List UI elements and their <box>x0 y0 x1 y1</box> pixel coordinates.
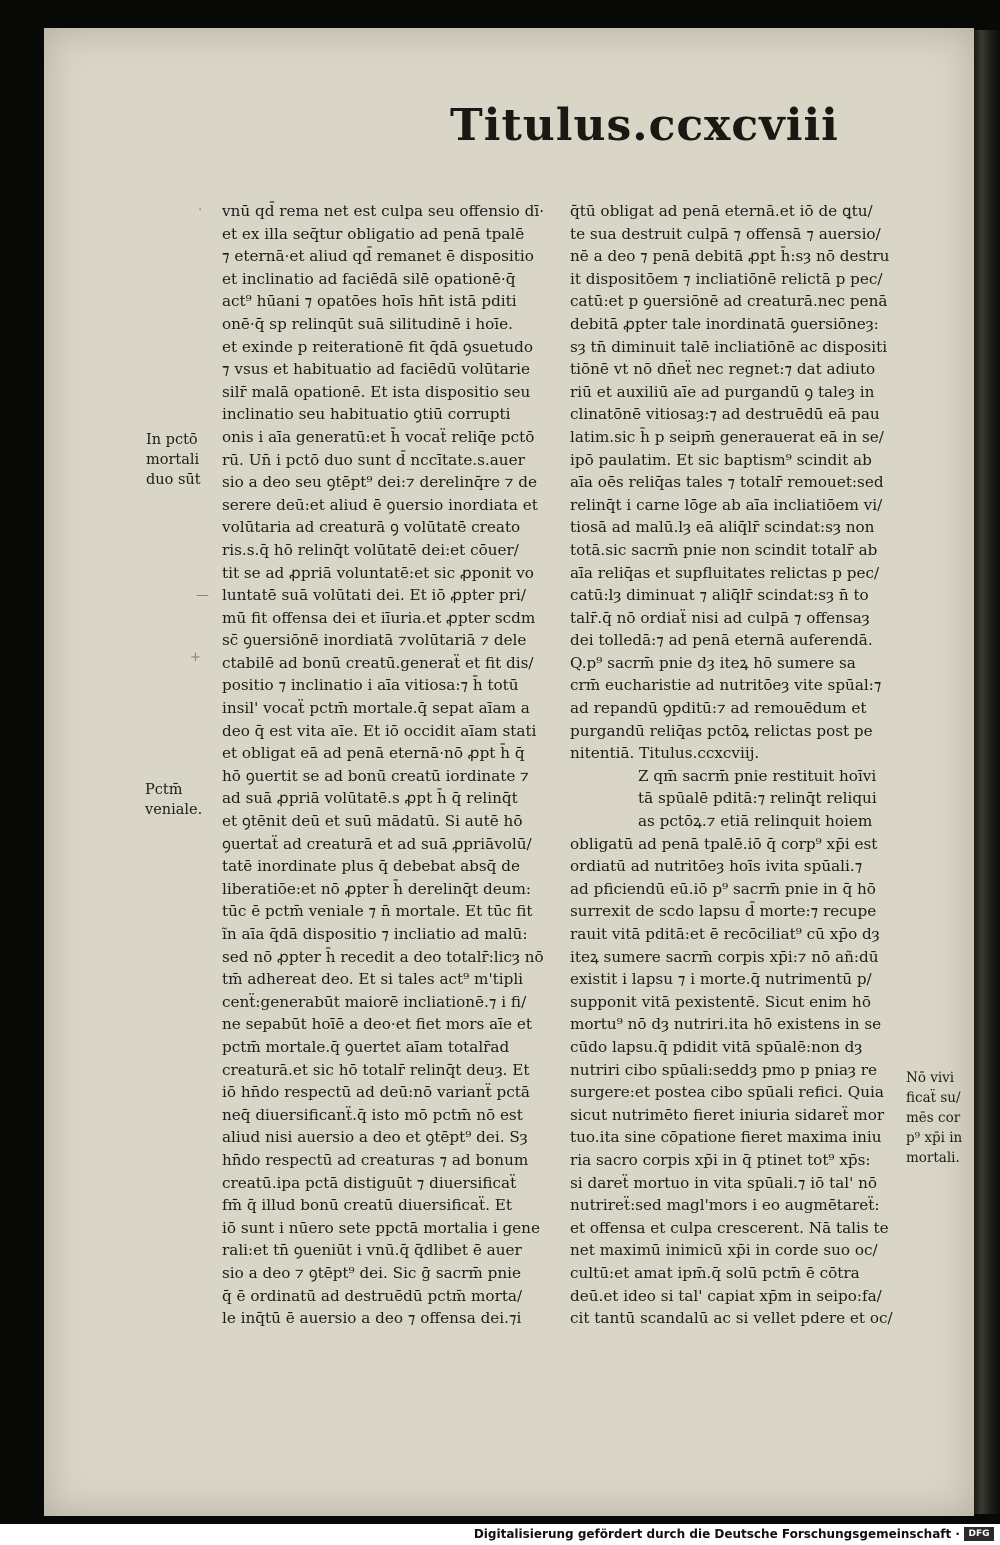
text-line: ad repandū ꝯpditū:⁊ ad remouēdum et <box>570 699 867 718</box>
text-line: sio a deo ⁊ ꝯtēpt⁹ dei. Sic ḡ sacrm̄ pnie <box>222 1263 522 1282</box>
text-line: Z qm̄ sacrm̄ pnie restituit hoīvi <box>638 766 877 785</box>
text-line: q̄ ē ordinatū ad destruēdū pctm̄ morta/ <box>222 1286 523 1305</box>
text-line: ⁊ eternā·et aliud qd̄ remanet ē dispositio <box>222 247 534 266</box>
text-line: deo q̄ est vita aīe. Et iō occidit aīam stati <box>222 721 537 740</box>
text-line: volūtaria ad creaturā ꝯ volūtatē creato <box>222 518 521 537</box>
text-line: iō hn̄do respectū ad deū:nō varianẗ pctā <box>222 1083 530 1102</box>
text-line: ad pficiendū eū.iō p⁹ sacrm̄ pnie in q̄ hō <box>570 879 876 898</box>
text-line: purgandū reliq̄as pctōꝝ relictas post pe <box>570 721 873 740</box>
text-line: nutriri cibo spūali:seddȝ pmo p pniaȝ re <box>570 1060 877 1079</box>
text-line: rali:et tn̄ ꝯueniūt i vnū.q̄ q̄dlibet ē auer <box>222 1241 522 1260</box>
text-line: act⁹ hūani ⁊ opatōes hoīs hn̄t istā pditi <box>222 292 517 311</box>
margin-note-line: In pctō <box>146 432 198 448</box>
margin-note-line: mortali <box>146 452 200 468</box>
margin-mark: · <box>198 203 203 218</box>
text-line: onis i aīa generatū:et h̄ vocaẗ reliq̄e pctō <box>222 427 535 446</box>
text-line: mū fit offensa dei et iīuria.et ꝓpter scdm <box>222 608 536 627</box>
text-line: ꝯuertaẗ ad creaturā et ad suā ꝓpriāvolū/ <box>222 834 532 853</box>
margin-note-line: Pctm̄ <box>145 782 183 798</box>
text-line: cūdo lapsu.q̄ pdidit vitā spūalē:non dȝ <box>570 1037 863 1056</box>
text-line: sȝ tn̄ diminuit talē incliatiōnē ac dispositi <box>570 337 888 356</box>
margin-note-line: duo sūt <box>146 472 201 488</box>
text-line: et ꝯtēnit deū et suū mādatū. Si autē hō <box>222 812 523 831</box>
text-line: ria sacro corpis xp̄i in q̄ ptinet tot⁹ xp̄s: <box>570 1150 871 1169</box>
text-line: et inclinatio ad faciēdā silē opationē·q̄ <box>222 269 516 288</box>
text-line: te sua destruit culpā ⁊ offensā ⁊ auersio/ <box>570 224 881 243</box>
text-line: sicut nutrimēto fieret iniuria sidareẗ mor <box>570 1105 885 1124</box>
text-line: vnū qd̄ rema net est culpa seu offensio dī· <box>222 202 545 220</box>
text-line: cenẗ:generabūt maiorē incliationē.⁊ i fi/ <box>222 992 527 1011</box>
text-line: silr̄ malā opationē. Et ista dispositio seu <box>222 382 531 401</box>
text-line: ipō paulatim. Et sic baptism⁹ scindit ab <box>570 450 872 469</box>
margin-note-peccato <box>146 430 201 490</box>
text-line: insil' vocaẗ pctm̄ mortale.q̄ sepat aīam a <box>222 699 530 718</box>
text-line: relinq̄t i carne lōge ab aīa incliatiōem vi/ <box>570 495 883 514</box>
text-line: sio a deo seu ꝯtēpt⁹ dei:⁊ derelinq̄re ⁊ de <box>222 473 538 492</box>
text-column-left <box>222 200 560 1330</box>
text-line: creaturā.et sic hō totalr̄ relinq̄t deuȝ. Et <box>222 1060 530 1079</box>
margin-note-veniale <box>145 780 202 820</box>
text-line: totā.sic sacrm̄ pnie non scindit totalr̄ ab <box>570 540 878 559</box>
text-line: tuo.ita sine cōpatione fieret maxima iniu <box>570 1128 882 1147</box>
text-line: aliud nisi auersio a deo et ꝯtēpt⁹ dei. Sȝ <box>222 1128 528 1147</box>
text-line: ĩn aīa q̄dā dispositio ⁊ incliatio ad malū: <box>222 925 528 943</box>
text-line: mortu⁹ nō dȝ nutriri.ita hō existens in se <box>570 1015 882 1034</box>
text-line: as pctōꝝ.⁊ etiā relinquit hoiem <box>638 812 873 831</box>
text-line: tiosā ad malū.lȝ eā aliq̄lr̄ scindat:sȝ non <box>570 518 875 537</box>
text-line: nutrireẗ:sed magl'mors i eo augmētareẗ: <box>570 1196 880 1215</box>
margin-note-fig <box>906 1068 962 1168</box>
text-line: et offensa et culpa crescerent. Nā talis te <box>570 1218 889 1237</box>
text-line: supponit vitā pexistentē. Sicut enim hō <box>570 992 871 1011</box>
text-line: debitā ꝓpter tale inordinatā ꝯuersiōneȝ: <box>570 314 879 333</box>
text-line: aīa reliq̄as et supfluitates relictas p pec/ <box>570 563 880 582</box>
text-line: rū. Un̄ i pctō duo sunt d̄ nccītate.s.auer <box>222 450 525 469</box>
text-line: tā spūalē pditā:⁊ relinq̄t reliqui <box>638 789 877 808</box>
text-line: liberatiōe:et nō ꝓpter h̄ derelinq̄t deum: <box>222 879 532 898</box>
text-line: serere deū:et aliud ē ꝯuersio inordiata et <box>222 495 538 514</box>
text-line: sed nō ꝓpter h̄ recedit a deo totalr̄:licȝ nō <box>222 947 544 966</box>
text-line: hn̄do respectū ad creaturas ⁊ ad bonum <box>222 1150 529 1169</box>
text-line: ⁊ vsus et habituatio ad faciēdū volūtarie <box>222 360 530 379</box>
text-line: inclinatio seu habituatio ꝯtiū corrupti <box>222 405 511 424</box>
text-line: surgere:et postea cibo spūali refici. Quia <box>570 1083 884 1102</box>
text-line: riū et auxiliū aīe ad purgandū ꝯ taleȝ in <box>570 382 875 401</box>
text-line: tit se ad ꝓpriā voluntatē:et sic ꝓponit vo <box>222 563 534 582</box>
text-line: cultū:et amat ipm̄.q̄ solū pctm̄ ē cōtra <box>570 1263 860 1282</box>
text-line: Q.p⁹ sacrm̄ pnie dȝ iteꝝ hō sumere sa <box>570 653 856 672</box>
text-line: hō ꝯuertit se ad bonū creatū iordinate ⁊ <box>222 766 529 785</box>
margin-cross-mark: + <box>190 650 201 665</box>
text-line: net maximū inimicū xp̄i in corde suo oc/ <box>570 1241 878 1260</box>
text-line: existit i lapsu ⁊ i morte.q̄ nutrimentū p/ <box>570 970 872 989</box>
text-line: ad suā ꝓpriā volūtatē.s ꝓpt h̄ q̄ relinq̄t <box>222 789 518 808</box>
margin-dash-mark: — <box>196 588 209 603</box>
text-line: ris.s.q̄ hō relinq̄t volūtatē dei:et cōuer/ <box>222 540 519 559</box>
margin-note-line: ficaẗ su/ <box>906 1090 961 1106</box>
text-line: nē a deo ⁊ penā debitā ꝓpt h̄:sȝ nō destru <box>570 247 890 266</box>
text-line: cit tantū scandalū ac si vellet pdere et oc/ <box>570 1309 893 1328</box>
text-line: aīa oēs reliq̄as tales ⁊ totalr̄ remouet:sed <box>570 473 884 492</box>
footer-bar <box>0 1524 1000 1545</box>
text-line: sc̄ ꝯuersiōnē inordiatā ⁊volūtariā ⁊ dele <box>222 631 527 650</box>
margin-note-line: p⁹ xp̄i in <box>906 1130 963 1146</box>
margin-note-line: veniale. <box>145 802 203 818</box>
text-line: iteꝝ sumere sacrm̄ corpis xp̄i:⁊ nō añ:dū <box>570 947 879 966</box>
text-line: positio ⁊ inclinatio i aīa vitiosa:⁊ h̄ totū <box>222 676 519 695</box>
text-line: deū.et ideo si tal' capiat xp̄m in seipo:fa/ <box>570 1286 882 1305</box>
text-line: catū:et p ꝯuersiōnē ad creaturā.nec penā <box>570 292 888 311</box>
dfg-logo: DFG <box>964 1527 994 1541</box>
text-line: pctm̄ mortale.q̄ ꝯuertet aīam totalr̄ad <box>222 1037 510 1056</box>
text-line: creatū.ipa pctā distiguūt ⁊ diuersificaẗ <box>222 1173 517 1192</box>
text-line: it dispositōem ⁊ incliatiōnē relictā p pec/ <box>570 269 883 288</box>
text-line: crm̄ eucharistie ad nutritōeȝ vite spūal:⁊ <box>570 676 882 695</box>
text-line: luntatē suā volūtati dei. Et iō ꝓpter pri/ <box>222 586 526 605</box>
text-line: ne sepabūt hoīē a deo·et fiet mors aīe et <box>222 1015 532 1034</box>
text-line: et ex illa seq̄tur obligatio ad penā tpalē <box>222 224 525 243</box>
text-line: catū:lȝ diminuat ⁊ aliq̄lr̄ scindat:sȝ n̄ to <box>570 586 869 605</box>
text-line: tūc ē pctm̄ veniale ⁊ n̄ mortale. Et tūc fit <box>222 902 533 921</box>
text-line: ordiatū ad nutritōeȝ hoīs ivita spūali.⁊ <box>570 857 863 876</box>
text-line: latim.sic h̄ p seipm̄ generauerat eā in se/ <box>570 427 884 446</box>
text-line: iō sunt i nūero sete ppctā mortalia i gene <box>222 1218 540 1237</box>
text-line: rauit vitā pditā:et ē recōciliat⁹ cū xp̄o dȝ <box>570 925 880 943</box>
text-line: dei tolledā:⁊ ad penā eternā auferendā. <box>570 631 873 650</box>
book-page-edge <box>974 30 1000 1514</box>
footer-credit: Digitalisierung gefördert durch die Deutsche Forschungsgemeinschaft · <box>473 1527 960 1541</box>
text-line: et exinde p reiterationē fit q̄dā ꝯsuetudo <box>222 337 534 356</box>
text-line: obligatū ad penā tpalē.iō q̄ corp⁹ xp̄i est <box>570 834 878 853</box>
text-line: tiōnē vt nō dn̄eẗ nec regnet:⁊ dat adiuto <box>570 360 876 379</box>
text-line: fm̄ q̄ illud bonū creatū diuersificaẗ. Et <box>222 1196 512 1215</box>
text-line: clinatōnē vitiosaȝ:⁊ ad destruēdū eā pau <box>570 405 880 424</box>
text-line: et obligat eā ad penā eternā·nō ꝓpt h̄ q̄ <box>222 744 525 763</box>
text-line: talr̄.q̄ nō ordiaẗ nisi ad culpā ⁊ offensaȝ <box>570 608 870 627</box>
text-line: ctabilē ad bonū creatū.generaẗ et fit dis/ <box>222 653 534 672</box>
text-line: si dareẗ mortuo in vita spūali.⁊ iō tal' nō <box>570 1173 878 1192</box>
text-line: tm̄ adhereat deo. Et si tales act⁹ m'tipli <box>222 970 524 989</box>
margin-note-line: mēs cor <box>906 1110 961 1126</box>
text-line: tatē inordinate plus q̄ debebat absq̄ de <box>222 857 520 876</box>
text-line: neq̄ diuersificanẗ.q̄ isto mō pctm̄ nō est <box>222 1105 523 1124</box>
margin-note-line: mortali. <box>906 1150 960 1166</box>
text-column-right <box>570 200 906 1330</box>
text-line: q̄tū obligat ad penā eternā.et iō de ꝗtu/ <box>570 202 873 220</box>
page-title: Titulus.ccxcviii <box>450 100 839 151</box>
text-line: le inq̄tū ē auersio a deo ⁊ offensa dei.⁊i <box>222 1309 522 1328</box>
margin-note-line: Nō vivi <box>906 1070 955 1086</box>
text-line: surrexit de scdo lapsu d̄ morte:⁊ recupe <box>570 902 877 921</box>
text-line: onē·q̄ sp relinqūt suā silitudinē i hoīe. <box>222 314 513 333</box>
text-line: nitentiā. Titulus.ccxcviij. <box>570 744 760 763</box>
